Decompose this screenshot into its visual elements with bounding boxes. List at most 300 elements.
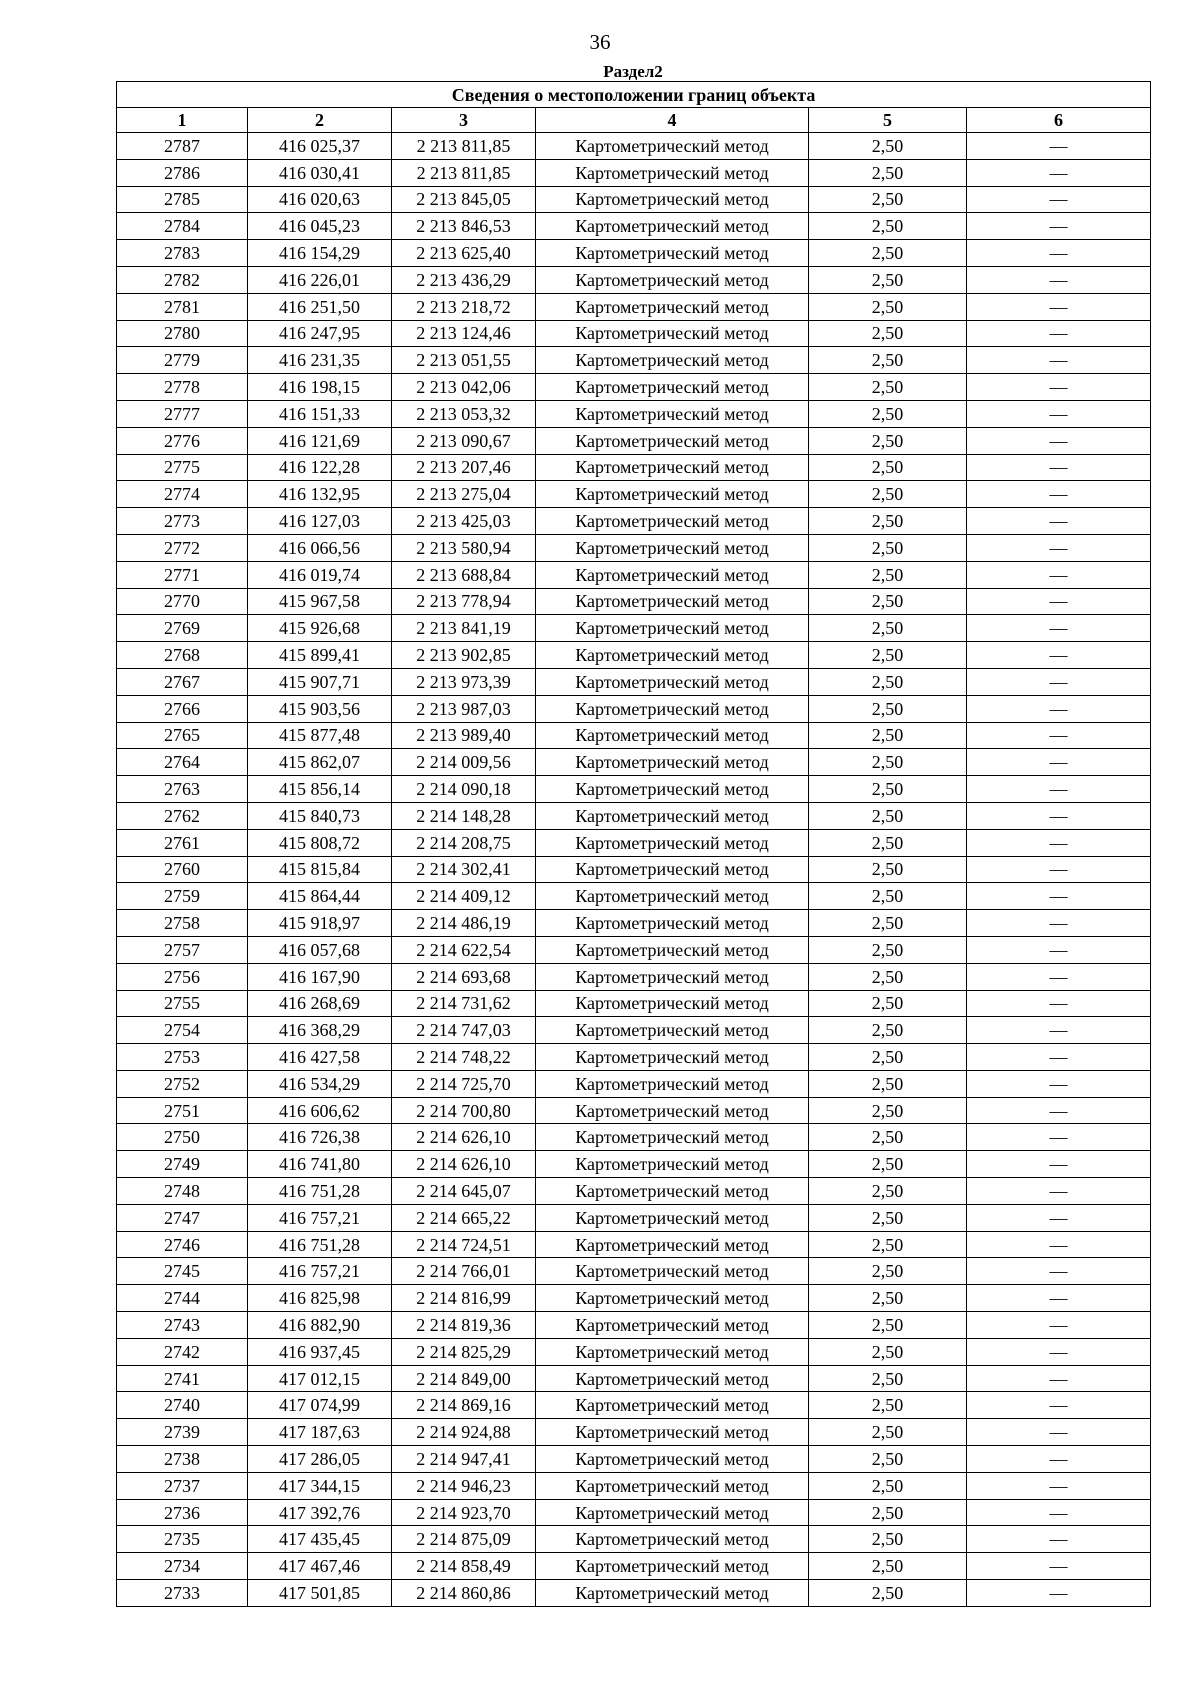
point-number-cell: 2754: [117, 1017, 248, 1044]
table-row: [117, 1526, 1151, 1553]
accuracy-cell: 2,50: [809, 1472, 967, 1499]
method-cell: Картометрический метод: [536, 293, 809, 320]
accuracy-cell: 2,50: [809, 802, 967, 829]
accuracy-cell: 2,50: [809, 1365, 967, 1392]
point-number-cell: 2751: [117, 1097, 248, 1124]
x-coordinate-cell: 416 757,21: [248, 1204, 392, 1231]
table-row: [117, 1204, 1151, 1231]
x-coordinate-cell: 417 012,15: [248, 1365, 392, 1392]
accuracy-cell: 2,50: [809, 481, 967, 508]
point-number-cell: 2734: [117, 1553, 248, 1580]
table-row: [117, 1124, 1151, 1151]
method-cell: Картометрический метод: [536, 695, 809, 722]
method-cell: Картометрический метод: [536, 347, 809, 374]
table-row: [117, 1178, 1151, 1205]
note-cell: —: [967, 481, 1151, 508]
method-cell: Картометрический метод: [536, 990, 809, 1017]
note-cell: —: [967, 1151, 1151, 1178]
x-coordinate-cell: 416 066,56: [248, 534, 392, 561]
note-cell: —: [967, 1580, 1151, 1607]
table-row: [117, 534, 1151, 561]
table-row: [117, 1472, 1151, 1499]
method-cell: Картометрический метод: [536, 266, 809, 293]
note-cell: —: [967, 1178, 1151, 1205]
table-row: [117, 400, 1151, 427]
accuracy-cell: 2,50: [809, 1124, 967, 1151]
point-number-cell: 2787: [117, 133, 248, 160]
x-coordinate-cell: 416 127,03: [248, 508, 392, 535]
method-cell: Картометрический метод: [536, 1044, 809, 1071]
note-cell: —: [967, 829, 1151, 856]
y-coordinate-cell: 2 214 626,10: [392, 1151, 536, 1178]
table-row: [117, 508, 1151, 535]
note-cell: —: [967, 588, 1151, 615]
table-row: [117, 1258, 1151, 1285]
table-row: [117, 829, 1151, 856]
accuracy-cell: 2,50: [809, 1204, 967, 1231]
accuracy-cell: 2,50: [809, 1553, 967, 1580]
table-row: [117, 1285, 1151, 1312]
y-coordinate-cell: 2 213 987,03: [392, 695, 536, 722]
note-cell: —: [967, 1392, 1151, 1419]
note-cell: —: [967, 1526, 1151, 1553]
y-coordinate-cell: 2 214 816,99: [392, 1285, 536, 1312]
y-coordinate-cell: 2 214 090,18: [392, 776, 536, 803]
table-row: [117, 374, 1151, 401]
table-row: [117, 749, 1151, 776]
point-number-cell: 2749: [117, 1151, 248, 1178]
table-row: [117, 159, 1151, 186]
note-cell: —: [967, 1499, 1151, 1526]
point-number-cell: 2741: [117, 1365, 248, 1392]
point-number-cell: 2778: [117, 374, 248, 401]
point-number-cell: 2781: [117, 293, 248, 320]
note-cell: —: [967, 1258, 1151, 1285]
x-coordinate-cell: 416 741,80: [248, 1151, 392, 1178]
accuracy-cell: 2,50: [809, 1070, 967, 1097]
y-coordinate-cell: 2 214 725,70: [392, 1070, 536, 1097]
point-number-cell: 2735: [117, 1526, 248, 1553]
x-coordinate-cell: 415 918,97: [248, 910, 392, 937]
method-cell: Картометрический метод: [536, 1392, 809, 1419]
point-number-cell: 2784: [117, 213, 248, 240]
x-coordinate-cell: 415 907,71: [248, 668, 392, 695]
point-number-cell: 2762: [117, 802, 248, 829]
note-cell: —: [967, 1285, 1151, 1312]
x-coordinate-cell: 415 877,48: [248, 722, 392, 749]
accuracy-cell: 2,50: [809, 454, 967, 481]
note-cell: —: [967, 427, 1151, 454]
y-coordinate-cell: 2 214 766,01: [392, 1258, 536, 1285]
y-coordinate-cell: 2 213 902,85: [392, 642, 536, 669]
method-cell: Картометрический метод: [536, 1446, 809, 1473]
table-row: [117, 910, 1151, 937]
accuracy-cell: 2,50: [809, 856, 967, 883]
y-coordinate-cell: 2 214 946,23: [392, 1472, 536, 1499]
point-number-cell: 2785: [117, 186, 248, 213]
column-number: 5: [809, 108, 967, 133]
point-number-cell: 2746: [117, 1231, 248, 1258]
table-row: [117, 802, 1151, 829]
x-coordinate-cell: 416 198,15: [248, 374, 392, 401]
method-cell: Картометрический метод: [536, 883, 809, 910]
y-coordinate-cell: 2 214 724,51: [392, 1231, 536, 1258]
note-cell: —: [967, 1312, 1151, 1339]
x-coordinate-cell: 416 045,23: [248, 213, 392, 240]
method-cell: Картометрический метод: [536, 1338, 809, 1365]
point-number-cell: 2759: [117, 883, 248, 910]
y-coordinate-cell: 2 213 841,19: [392, 615, 536, 642]
accuracy-cell: 2,50: [809, 266, 967, 293]
note-cell: —: [967, 910, 1151, 937]
table-row: [117, 642, 1151, 669]
method-cell: Картометрический метод: [536, 1258, 809, 1285]
method-cell: Картометрический метод: [536, 936, 809, 963]
note-cell: —: [967, 990, 1151, 1017]
note-cell: —: [967, 374, 1151, 401]
accuracy-cell: 2,50: [809, 186, 967, 213]
method-cell: Картометрический метод: [536, 454, 809, 481]
table-row: [117, 1419, 1151, 1446]
accuracy-cell: 2,50: [809, 1446, 967, 1473]
x-coordinate-cell: 416 751,28: [248, 1231, 392, 1258]
y-coordinate-cell: 2 213 973,39: [392, 668, 536, 695]
accuracy-cell: 2,50: [809, 293, 967, 320]
method-cell: Картометрический метод: [536, 615, 809, 642]
note-cell: —: [967, 266, 1151, 293]
accuracy-cell: 2,50: [809, 1097, 967, 1124]
y-coordinate-cell: 2 213 042,06: [392, 374, 536, 401]
y-coordinate-cell: 2 214 747,03: [392, 1017, 536, 1044]
table-row: [117, 320, 1151, 347]
y-coordinate-cell: 2 214 148,28: [392, 802, 536, 829]
note-cell: —: [967, 668, 1151, 695]
method-cell: Картометрический метод: [536, 642, 809, 669]
y-coordinate-cell: 2 213 846,53: [392, 213, 536, 240]
point-number-cell: 2767: [117, 668, 248, 695]
x-coordinate-cell: 416 825,98: [248, 1285, 392, 1312]
column-number-row: [117, 108, 1151, 133]
x-coordinate-cell: 416 025,37: [248, 133, 392, 160]
table-row: [117, 695, 1151, 722]
table-row: [117, 1097, 1151, 1124]
x-coordinate-cell: 417 187,63: [248, 1419, 392, 1446]
point-number-cell: 2772: [117, 534, 248, 561]
method-cell: Картометрический метод: [536, 133, 809, 160]
y-coordinate-cell: 2 214 626,10: [392, 1124, 536, 1151]
note-cell: —: [967, 695, 1151, 722]
accuracy-cell: 2,50: [809, 1580, 967, 1607]
method-cell: Картометрический метод: [536, 1553, 809, 1580]
y-coordinate-cell: 2 213 688,84: [392, 561, 536, 588]
x-coordinate-cell: 416 057,68: [248, 936, 392, 963]
note-cell: —: [967, 293, 1151, 320]
accuracy-cell: 2,50: [809, 588, 967, 615]
x-coordinate-cell: 416 226,01: [248, 266, 392, 293]
x-coordinate-cell: 416 251,50: [248, 293, 392, 320]
x-coordinate-cell: 416 427,58: [248, 1044, 392, 1071]
accuracy-cell: 2,50: [809, 615, 967, 642]
table-row: [117, 347, 1151, 374]
point-number-cell: 2764: [117, 749, 248, 776]
x-coordinate-cell: 415 856,14: [248, 776, 392, 803]
note-cell: —: [967, 936, 1151, 963]
method-cell: Картометрический метод: [536, 776, 809, 803]
table-row: [117, 454, 1151, 481]
column-number: 6: [967, 108, 1151, 133]
point-number-cell: 2750: [117, 1124, 248, 1151]
method-cell: Картометрический метод: [536, 668, 809, 695]
x-coordinate-cell: 415 903,56: [248, 695, 392, 722]
accuracy-cell: 2,50: [809, 1419, 967, 1446]
note-cell: —: [967, 534, 1151, 561]
table-row: [117, 1070, 1151, 1097]
method-cell: Картометрический метод: [536, 534, 809, 561]
point-number-cell: 2769: [117, 615, 248, 642]
method-cell: Картометрический метод: [536, 1365, 809, 1392]
note-cell: —: [967, 615, 1151, 642]
accuracy-cell: 2,50: [809, 829, 967, 856]
point-number-cell: 2770: [117, 588, 248, 615]
table-row: [117, 1312, 1151, 1339]
accuracy-cell: 2,50: [809, 1312, 967, 1339]
point-number-cell: 2747: [117, 1204, 248, 1231]
y-coordinate-cell: 2 213 053,32: [392, 400, 536, 427]
section-title: Раздел2: [603, 62, 663, 81]
note-cell: —: [967, 347, 1151, 374]
note-cell: —: [967, 642, 1151, 669]
accuracy-cell: 2,50: [809, 722, 967, 749]
note-cell: —: [967, 1097, 1151, 1124]
x-coordinate-cell: 417 392,76: [248, 1499, 392, 1526]
x-coordinate-cell: 416 937,45: [248, 1338, 392, 1365]
x-coordinate-cell: 415 926,68: [248, 615, 392, 642]
accuracy-cell: 2,50: [809, 534, 967, 561]
x-coordinate-cell: 416 757,21: [248, 1258, 392, 1285]
point-number-cell: 2774: [117, 481, 248, 508]
note-cell: —: [967, 963, 1151, 990]
x-coordinate-cell: 415 864,44: [248, 883, 392, 910]
note-cell: —: [967, 749, 1151, 776]
table-row: [117, 990, 1151, 1017]
x-coordinate-cell: 416 122,28: [248, 454, 392, 481]
y-coordinate-cell: 2 214 486,19: [392, 910, 536, 937]
y-coordinate-cell: 2 214 009,56: [392, 749, 536, 776]
table-row: [117, 266, 1151, 293]
table-row: [117, 856, 1151, 883]
accuracy-cell: 2,50: [809, 1526, 967, 1553]
x-coordinate-cell: 415 815,84: [248, 856, 392, 883]
note-cell: —: [967, 1017, 1151, 1044]
method-cell: Картометрический метод: [536, 240, 809, 267]
x-coordinate-cell: 415 899,41: [248, 642, 392, 669]
accuracy-cell: 2,50: [809, 883, 967, 910]
table-row: [117, 1017, 1151, 1044]
point-number-cell: 2748: [117, 1178, 248, 1205]
accuracy-cell: 2,50: [809, 1178, 967, 1205]
x-coordinate-cell: 417 501,85: [248, 1580, 392, 1607]
method-cell: Картометрический метод: [536, 1580, 809, 1607]
note-cell: —: [967, 883, 1151, 910]
x-coordinate-cell: 416 247,95: [248, 320, 392, 347]
method-cell: Картометрический метод: [536, 508, 809, 535]
note-cell: —: [967, 1231, 1151, 1258]
note-cell: —: [967, 1044, 1151, 1071]
note-cell: —: [967, 1204, 1151, 1231]
accuracy-cell: 2,50: [809, 1285, 967, 1312]
x-coordinate-cell: 417 074,99: [248, 1392, 392, 1419]
point-number-cell: 2765: [117, 722, 248, 749]
table-row: [117, 1499, 1151, 1526]
y-coordinate-cell: 2 214 947,41: [392, 1446, 536, 1473]
point-number-cell: 2745: [117, 1258, 248, 1285]
table-row: [117, 186, 1151, 213]
y-coordinate-cell: 2 214 924,88: [392, 1419, 536, 1446]
method-cell: Картометрический метод: [536, 427, 809, 454]
note-cell: —: [967, 133, 1151, 160]
y-coordinate-cell: 2 213 124,46: [392, 320, 536, 347]
point-number-cell: 2738: [117, 1446, 248, 1473]
x-coordinate-cell: 416 132,95: [248, 481, 392, 508]
point-number-cell: 2757: [117, 936, 248, 963]
point-number-cell: 2782: [117, 266, 248, 293]
accuracy-cell: 2,50: [809, 910, 967, 937]
column-number: 2: [248, 108, 392, 133]
y-coordinate-cell: 2 214 860,86: [392, 1580, 536, 1607]
method-cell: Картометрический метод: [536, 1419, 809, 1446]
x-coordinate-cell: 417 467,46: [248, 1553, 392, 1580]
y-coordinate-cell: 2 214 731,62: [392, 990, 536, 1017]
note-cell: —: [967, 1124, 1151, 1151]
point-number-cell: 2752: [117, 1070, 248, 1097]
table-row: [117, 293, 1151, 320]
note-cell: —: [967, 213, 1151, 240]
point-number-cell: 2739: [117, 1419, 248, 1446]
point-number-cell: 2779: [117, 347, 248, 374]
point-number-cell: 2758: [117, 910, 248, 937]
x-coordinate-cell: 416 167,90: [248, 963, 392, 990]
accuracy-cell: 2,50: [809, 695, 967, 722]
point-number-cell: 2743: [117, 1312, 248, 1339]
note-cell: —: [967, 1446, 1151, 1473]
point-number-cell: 2755: [117, 990, 248, 1017]
method-cell: Картометрический метод: [536, 910, 809, 937]
accuracy-cell: 2,50: [809, 400, 967, 427]
accuracy-cell: 2,50: [809, 1044, 967, 1071]
method-cell: Картометрический метод: [536, 1124, 809, 1151]
x-coordinate-cell: 415 862,07: [248, 749, 392, 776]
note-cell: —: [967, 776, 1151, 803]
x-coordinate-cell: 416 606,62: [248, 1097, 392, 1124]
accuracy-cell: 2,50: [809, 159, 967, 186]
table-row: [117, 588, 1151, 615]
y-coordinate-cell: 2 213 580,94: [392, 534, 536, 561]
note-cell: —: [967, 159, 1151, 186]
y-coordinate-cell: 2 214 622,54: [392, 936, 536, 963]
y-coordinate-cell: 2 213 207,46: [392, 454, 536, 481]
method-cell: Картометрический метод: [536, 1312, 809, 1339]
table-row: [117, 1151, 1151, 1178]
accuracy-cell: 2,50: [809, 508, 967, 535]
point-number-cell: 2737: [117, 1472, 248, 1499]
x-coordinate-cell: 417 286,05: [248, 1446, 392, 1473]
accuracy-cell: 2,50: [809, 347, 967, 374]
y-coordinate-cell: 2 214 825,29: [392, 1338, 536, 1365]
table-row: [117, 427, 1151, 454]
accuracy-cell: 2,50: [809, 668, 967, 695]
x-coordinate-cell: 416 151,33: [248, 400, 392, 427]
accuracy-cell: 2,50: [809, 1017, 967, 1044]
note-cell: —: [967, 454, 1151, 481]
method-cell: Картометрический метод: [536, 588, 809, 615]
table-row: [117, 1446, 1151, 1473]
y-coordinate-cell: 2 214 875,09: [392, 1526, 536, 1553]
x-coordinate-cell: 416 020,63: [248, 186, 392, 213]
accuracy-cell: 2,50: [809, 1258, 967, 1285]
method-cell: Картометрический метод: [536, 1204, 809, 1231]
accuracy-cell: 2,50: [809, 561, 967, 588]
point-number-cell: 2766: [117, 695, 248, 722]
y-coordinate-cell: 2 213 275,04: [392, 481, 536, 508]
table-row: [117, 963, 1151, 990]
note-cell: —: [967, 1553, 1151, 1580]
note-cell: —: [967, 1070, 1151, 1097]
method-cell: Картометрический метод: [536, 1070, 809, 1097]
method-cell: Картометрический метод: [536, 1151, 809, 1178]
note-cell: —: [967, 1419, 1151, 1446]
y-coordinate-cell: 2 214 208,75: [392, 829, 536, 856]
method-cell: Картометрический метод: [536, 749, 809, 776]
accuracy-cell: 2,50: [809, 1151, 967, 1178]
point-number-cell: 2777: [117, 400, 248, 427]
table-row: [117, 1580, 1151, 1607]
method-cell: Картометрический метод: [536, 856, 809, 883]
table-row: [117, 936, 1151, 963]
note-cell: —: [967, 320, 1151, 347]
x-coordinate-cell: 417 435,45: [248, 1526, 392, 1553]
table-row: [117, 1553, 1151, 1580]
method-cell: Картометрический метод: [536, 722, 809, 749]
x-coordinate-cell: 415 808,72: [248, 829, 392, 856]
point-number-cell: 2775: [117, 454, 248, 481]
accuracy-cell: 2,50: [809, 1499, 967, 1526]
note-cell: —: [967, 400, 1151, 427]
x-coordinate-cell: 415 840,73: [248, 802, 392, 829]
boundary-table: [116, 81, 1151, 1607]
accuracy-cell: 2,50: [809, 776, 967, 803]
table-row: [117, 1338, 1151, 1365]
y-coordinate-cell: 2 214 849,00: [392, 1365, 536, 1392]
y-coordinate-cell: 2 214 869,16: [392, 1392, 536, 1419]
method-cell: Картометрический метод: [536, 481, 809, 508]
point-number-cell: 2771: [117, 561, 248, 588]
table-caption: Сведения о местоположении границ объекта: [117, 82, 1151, 108]
y-coordinate-cell: 2 213 845,05: [392, 186, 536, 213]
method-cell: Картометрический метод: [536, 1231, 809, 1258]
table-row: [117, 1365, 1151, 1392]
accuracy-cell: 2,50: [809, 240, 967, 267]
x-coordinate-cell: 417 344,15: [248, 1472, 392, 1499]
point-number-cell: 2740: [117, 1392, 248, 1419]
y-coordinate-cell: 2 214 923,70: [392, 1499, 536, 1526]
table-row: [117, 561, 1151, 588]
method-cell: Картометрический метод: [536, 1285, 809, 1312]
y-coordinate-cell: 2 214 700,80: [392, 1097, 536, 1124]
point-number-cell: 2780: [117, 320, 248, 347]
accuracy-cell: 2,50: [809, 1392, 967, 1419]
method-cell: Картометрический метод: [536, 320, 809, 347]
y-coordinate-cell: 2 214 819,36: [392, 1312, 536, 1339]
